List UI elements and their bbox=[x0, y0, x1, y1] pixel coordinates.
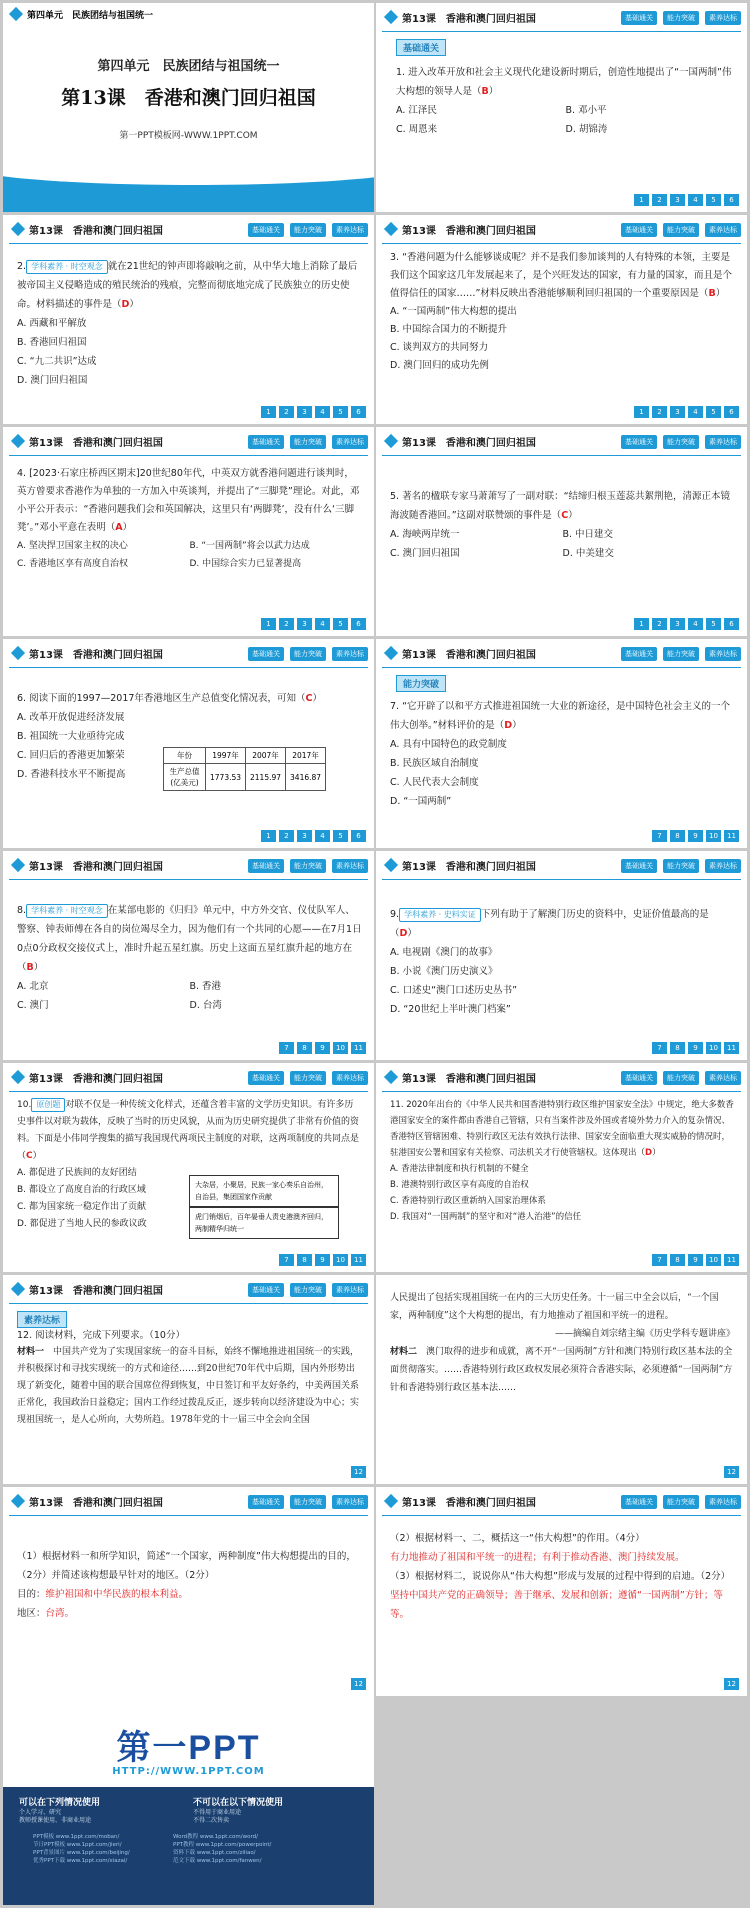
tab-basic[interactable]: 基础通关 bbox=[621, 1071, 657, 1085]
tab-literacy[interactable]: 素养达标 bbox=[705, 435, 741, 449]
pager bbox=[652, 830, 739, 842]
divider bbox=[9, 243, 368, 244]
page-link[interactable]: 5 bbox=[333, 830, 348, 842]
page-link[interactable]: 5 bbox=[706, 406, 721, 418]
tab-ability[interactable]: 能力突破 bbox=[663, 223, 699, 237]
cover-lesson-title: 第13课 香港和澳门回归祖国 bbox=[61, 87, 316, 109]
page-link[interactable]: 8 bbox=[670, 1254, 685, 1266]
page-link[interactable]: 12 bbox=[351, 1678, 366, 1690]
slide-q2 bbox=[3, 215, 374, 424]
tab-ability[interactable]: 能力突破 bbox=[663, 11, 699, 25]
can-item: 个人学习、研究 bbox=[19, 1809, 62, 1816]
logo-url: HTTP://WWW.1PPT.COM bbox=[112, 1766, 265, 1777]
material-1: 材料一 中国共产党为了实现国家统一的奋斗目标，始终不懈地推进祖国统一的实践，并积极探讨和寻找实现统一的方式和途径……到20世纪70年代中后期，国内外形势出现了新变化，随着中国的联合国席位得到恢复，中日签订和平友好条约，中美两国关系正常化，我国政治日益稳定；国内工作经过拨乱反正，逐步转向以经济建设为中心；实现祖国统一，是人心所向，大势所趋。1978年党的十一届三中全会向全国 bbox=[17, 1347, 360, 1425]
logo: 第一PPT bbox=[116, 1729, 261, 1767]
option[interactable]: C. 人民代表大会制度 bbox=[390, 777, 479, 788]
slide-q12-part1 bbox=[3, 1487, 374, 1696]
question-text: （1）根据材料一和所学知识，简述“一个国家，两种制度”伟大构想提出的目的，（2分）并简述该构想最早针对的地区。（2分） bbox=[17, 1551, 356, 1581]
option[interactable]: C. 都为国家统一稳定作出了贡献 bbox=[17, 1202, 147, 1212]
page-link[interactable]: 5 bbox=[333, 406, 348, 418]
page-link[interactable]: 3 bbox=[670, 618, 685, 630]
tab-basic[interactable]: 基础通关 bbox=[248, 1283, 284, 1297]
slide-header bbox=[3, 1487, 374, 1515]
answer: 地区：台湾。 bbox=[17, 1608, 75, 1619]
page-link[interactable]: 3 bbox=[670, 406, 685, 418]
tab-ability[interactable]: 能力突破 bbox=[290, 1283, 326, 1297]
page-link[interactable]: 2 bbox=[279, 830, 294, 842]
page-link[interactable]: 8 bbox=[297, 1254, 312, 1266]
tab-literacy[interactable]: 素养达标 bbox=[332, 859, 368, 873]
pager bbox=[652, 1042, 739, 1054]
pager bbox=[724, 1678, 739, 1690]
tab-ability[interactable]: 能力突破 bbox=[290, 1495, 326, 1509]
cannot-item: 不得二次售卖 bbox=[193, 1817, 230, 1824]
tab-literacy[interactable]: 素养达标 bbox=[705, 223, 741, 237]
divider bbox=[382, 879, 741, 880]
diamond-icon bbox=[11, 222, 25, 236]
can-item: 教师授课使用、非商业用途 bbox=[19, 1817, 92, 1824]
page-link[interactable]: 7 bbox=[652, 1254, 667, 1266]
page-link[interactable]: 9 bbox=[315, 1042, 330, 1054]
diamond-icon bbox=[9, 7, 23, 21]
header-title: 第13课 香港和澳门回归祖国 bbox=[402, 649, 536, 661]
header-title: 第13课 香港和澳门回归祖国 bbox=[29, 225, 163, 237]
option[interactable]: A. “一国两制”伟大构想的提出 bbox=[390, 306, 517, 317]
question-text: 1. 进入改革开放和社会主义现代化建设新时期后，创造性地提出了“一国两制”伟大构想的领导人是（B） bbox=[396, 67, 732, 97]
page-link[interactable]: 9 bbox=[315, 1254, 330, 1266]
slide-q7 bbox=[376, 639, 747, 848]
option[interactable]: D. 澳门回归祖国 bbox=[17, 375, 88, 386]
tab-ability[interactable]: 能力突破 bbox=[663, 859, 699, 873]
option[interactable]: A. 都促进了民族间的友好团结 bbox=[17, 1168, 137, 1178]
pager bbox=[261, 618, 366, 630]
header-title: 第13课 香港和澳门回归祖国 bbox=[29, 437, 163, 449]
option[interactable]: A. 北京 bbox=[17, 981, 49, 992]
promo-link[interactable]: 资料下载 www.1ppt.com/ziliao/ bbox=[173, 1850, 256, 1856]
diamond-icon bbox=[11, 1494, 25, 1508]
page-link[interactable]: 9 bbox=[688, 1042, 703, 1054]
tab-basic[interactable]: 基础通关 bbox=[621, 859, 657, 873]
page-link[interactable]: 4 bbox=[688, 406, 703, 418]
option[interactable]: C. 周恩来 bbox=[396, 124, 438, 135]
pager bbox=[724, 1466, 739, 1478]
diamond-icon bbox=[11, 434, 25, 448]
literacy-tag: 学科素养 · 时空观念 bbox=[26, 904, 108, 918]
option[interactable]: D. 我国对“一国两制”的坚守和对“港人治港”的信任 bbox=[390, 1212, 582, 1222]
question-text: 8. 学科素养 · 时空观念 在某部电影的《归归》单元中，中方外交官、仪仗队军人、警察、钟表师傅在各自的岗位竭尽全力，因为他们有一个共同的心愿——在7月1日0点0分政权交接仪式上，准时升起五星红旗。历史上这面五星红旗升起的地方在（B） bbox=[17, 905, 362, 973]
option[interactable]: D. 中美建交 bbox=[562, 548, 614, 559]
section-badge: 基础通关 bbox=[396, 39, 446, 56]
material-1-cont: 人民提出了包括实现祖国统一在内的三大历史任务。十一届三中全会以后，“一个国家，两种制度”这个大构想的提出，有力地推动了祖国和平统一的进程。 bbox=[390, 1293, 719, 1321]
header-title: 第13课 香港和澳门回归祖国 bbox=[402, 437, 536, 449]
tab-basic[interactable]: 基础通关 bbox=[621, 435, 657, 449]
page-link[interactable]: 6 bbox=[724, 406, 739, 418]
option[interactable]: B. “一国两制”将会以武力达成 bbox=[189, 541, 310, 551]
promo-link[interactable]: PPT教程 www.1ppt.com/powerpoint/ bbox=[173, 1842, 272, 1848]
tab-literacy[interactable]: 素养达标 bbox=[705, 1071, 741, 1085]
diamond-icon bbox=[384, 646, 398, 660]
answer: 有力地推动了祖国和平统一的进程；有利于推动香港、澳门持续发展。 bbox=[390, 1552, 685, 1563]
slide-q12-part2 bbox=[376, 1487, 747, 1696]
pager bbox=[634, 618, 739, 630]
promo-link[interactable]: 优秀PPT下载 www.1ppt.com/xiazai/ bbox=[33, 1858, 128, 1864]
page-link[interactable]: 4 bbox=[315, 830, 330, 842]
slide-q6 bbox=[3, 639, 374, 848]
pager bbox=[351, 1678, 366, 1690]
option[interactable]: B. 都设立了高度自治的行政区域 bbox=[17, 1185, 146, 1195]
question-text: 12. 阅读材料，完成下列要求。（10分） bbox=[17, 1330, 185, 1341]
cover-unit: 第四单元 民族团结与祖国统一 bbox=[27, 10, 154, 21]
diamond-icon bbox=[384, 1070, 398, 1084]
divider bbox=[9, 667, 368, 668]
page-link[interactable]: 2 bbox=[652, 194, 667, 206]
header-title: 第13课 香港和澳门回归祖国 bbox=[402, 225, 536, 237]
diamond-icon bbox=[11, 1282, 25, 1296]
material-2: 材料二 澳门取得的进步和成就，离不开“一国两制”方针和澳门特别行政区基本法的全面贯彻落实。……香港特别行政区政权发展必须符合香港实际，必须遵循“一国两制”方针和香港特别行政区基本法…… bbox=[390, 1347, 733, 1393]
option[interactable]: C. “九二共识”达成 bbox=[17, 356, 97, 367]
wave-shape bbox=[3, 145, 374, 185]
page-link[interactable]: 7 bbox=[652, 830, 667, 842]
pager bbox=[652, 1254, 739, 1266]
tab-ability[interactable]: 能力突破 bbox=[290, 435, 326, 449]
option[interactable]: B. 中国综合国力的不断提升 bbox=[390, 324, 508, 335]
cover-slide bbox=[3, 3, 374, 212]
option[interactable]: A. 坚决捍卫国家主权的决心 bbox=[17, 541, 128, 551]
section-badge: 能力突破 bbox=[396, 675, 446, 692]
promo-link[interactable]: 节日PPT模板 www.1ppt.com/jieri/ bbox=[33, 1842, 122, 1848]
option[interactable]: A. 西藏和平解放 bbox=[17, 318, 87, 329]
tab-literacy[interactable]: 素养达标 bbox=[705, 1495, 741, 1509]
option[interactable]: B. 港澳特别行政区享有高度的自治权 bbox=[390, 1180, 529, 1190]
tab-literacy[interactable]: 素养达标 bbox=[332, 1495, 368, 1509]
header-title: 第13课 香港和澳门回归祖国 bbox=[402, 861, 536, 873]
info-panel bbox=[3, 1787, 374, 1905]
tab-basic[interactable]: 基础通关 bbox=[248, 1071, 284, 1085]
diamond-icon bbox=[384, 1494, 398, 1508]
page-link[interactable]: 6 bbox=[351, 830, 366, 842]
page-link[interactable]: 11 bbox=[724, 1254, 739, 1266]
gdp-table: 年份 1997年 2007年 2017年 生产总值(亿美元) 1773.53 2115.97 3416.87 bbox=[163, 747, 326, 791]
tab-basic[interactable]: 基础通关 bbox=[248, 435, 284, 449]
slide-header bbox=[376, 3, 747, 31]
tab-basic[interactable]: 基础通关 bbox=[621, 1495, 657, 1509]
divider bbox=[9, 1303, 368, 1304]
page-link[interactable]: 7 bbox=[652, 1042, 667, 1054]
header-title: 第13课 香港和澳门回归祖国 bbox=[402, 13, 536, 25]
tab-literacy[interactable]: 素养达标 bbox=[332, 223, 368, 237]
pager bbox=[261, 406, 366, 418]
option[interactable]: B. 小说《澳门历史演义》 bbox=[390, 966, 498, 977]
slide-header bbox=[3, 639, 374, 667]
can-title: 可以在下列情况使用 bbox=[19, 1798, 101, 1808]
option[interactable]: B. 香港 bbox=[189, 981, 222, 992]
header-title: 第13课 香港和澳门回归祖国 bbox=[402, 1073, 536, 1085]
page-link[interactable]: 3 bbox=[297, 618, 312, 630]
page-link[interactable]: 11 bbox=[351, 1042, 366, 1054]
slide-header bbox=[3, 427, 374, 455]
promo-link[interactable]: Word教程 www.1ppt.com/word/ bbox=[173, 1834, 258, 1840]
couplet-1: 大杂居，小聚居，民族一家心奏乐自治州，自治县，集团国家作贡献 bbox=[189, 1175, 339, 1207]
option[interactable]: C. 澳门回归祖国 bbox=[390, 548, 460, 559]
option[interactable]: D. “20世纪上半叶澳门档案” bbox=[390, 1004, 511, 1015]
option[interactable]: D. 中国综合实力已显著提高 bbox=[189, 559, 302, 569]
cannot-item: 不得用于商业用途 bbox=[193, 1809, 242, 1816]
tab-ability[interactable]: 能力突破 bbox=[290, 647, 326, 661]
literacy-tag: 学科素养 · 时空观念 bbox=[26, 260, 108, 274]
slide-header bbox=[376, 215, 747, 243]
divider bbox=[382, 1091, 741, 1092]
header-title: 第13课 香港和澳门回归祖国 bbox=[29, 1497, 163, 1509]
tab-basic[interactable]: 基础通关 bbox=[248, 223, 284, 237]
page-link[interactable]: 10 bbox=[706, 830, 721, 842]
slide-q12-material2 bbox=[376, 1275, 747, 1484]
page-link[interactable]: 6 bbox=[724, 618, 739, 630]
page-link[interactable]: 8 bbox=[670, 830, 685, 842]
page-link[interactable]: 2 bbox=[279, 406, 294, 418]
cover-unit-bar bbox=[3, 3, 374, 25]
option[interactable]: B. 民族区域自治制度 bbox=[390, 758, 479, 769]
tab-literacy[interactable]: 素养达标 bbox=[705, 859, 741, 873]
option[interactable]: D. “一国两制” bbox=[390, 796, 452, 807]
question-text: 9. 学科素养 · 史料实证 下列有助于了解澳门历史的资料中，史证价值最高的是（D） bbox=[390, 909, 709, 939]
slide-q10 bbox=[3, 1063, 374, 1272]
tab-ability[interactable]: 能力突破 bbox=[663, 1071, 699, 1085]
page-link[interactable]: 1 bbox=[634, 194, 649, 206]
page-link[interactable]: 2 bbox=[279, 618, 294, 630]
question-text: 5. 著名的楹联专家马萧萧写了一副对联：“结缔归根玉莲蕊共絮荆艳，清源正本镜海波随香港回。”这副对联赞颂的事件是（C） bbox=[390, 491, 731, 521]
page-link[interactable]: 8 bbox=[297, 1042, 312, 1054]
tab-basic[interactable]: 基础通关 bbox=[248, 647, 284, 661]
pager bbox=[279, 1254, 366, 1266]
couplet-2: 虎门销烟后，百年晏垂人责史港澳齐回归，两制精华归统一 bbox=[189, 1207, 339, 1239]
page-link[interactable]: 3 bbox=[297, 406, 312, 418]
tab-ability[interactable]: 能力突破 bbox=[290, 859, 326, 873]
question-text: 3. “香港问题为什么能够谈成呢？并不是我们参加谈判的人有特殊的本领，主要是我们这个国家这几年发展起来了，是个兴旺发达的国家，有力量的国家，而且是个值得信任的国家……”材料反映出香港能够顺利回归祖国的一个重要原因是（B） bbox=[390, 252, 733, 299]
option[interactable]: B. 祖国统一大业亟待完成 bbox=[17, 731, 125, 742]
slide-header bbox=[376, 1063, 747, 1091]
header-title: 第13课 香港和澳门回归祖国 bbox=[29, 861, 163, 873]
option[interactable]: C. 谈判双方的共同努力 bbox=[390, 342, 489, 353]
tab-literacy[interactable]: 素养达标 bbox=[332, 435, 368, 449]
diamond-icon bbox=[384, 10, 398, 24]
header-title: 第13课 香港和澳门回归祖国 bbox=[29, 1285, 163, 1297]
slide-q8 bbox=[3, 851, 374, 1060]
question-text: 10. 原创题 对联不仅是一种传统文化样式，还蕴含着丰富的文学历史知识。有许多历史事件以对联为载体，反映了当时的历史风貌，从而为历史研究提供了非常有价值的资料。下面是小伟同学搜集的描写我国现代两项民主制度的对联，这两项制度的共同点是（C） bbox=[17, 1100, 360, 1161]
page-link[interactable]: 9 bbox=[688, 1254, 703, 1266]
page-link[interactable]: 11 bbox=[351, 1254, 366, 1266]
option[interactable]: C. 香港特别行政区重新纳入国家治理体系 bbox=[390, 1196, 546, 1206]
option[interactable]: A. 电视剧《澳门的故事》 bbox=[390, 947, 498, 958]
page-link[interactable]: 7 bbox=[279, 1042, 294, 1054]
slide-q11 bbox=[376, 1063, 747, 1272]
answer: 目的：维护祖国和中华民族的根本利益。 bbox=[17, 1589, 189, 1600]
option[interactable]: D. 澳门回归的成功先例 bbox=[390, 360, 489, 371]
slide-q5 bbox=[376, 427, 747, 636]
option[interactable]: C. 回归后的香港更加繁荣 bbox=[17, 750, 125, 761]
slide-q1 bbox=[376, 3, 747, 212]
page-link[interactable]: 4 bbox=[315, 406, 330, 418]
literacy-tag: 学科素养 · 史料实证 bbox=[399, 908, 481, 922]
divider bbox=[9, 455, 368, 456]
page-link[interactable]: 11 bbox=[724, 830, 739, 842]
page-link[interactable]: 10 bbox=[706, 1254, 721, 1266]
page-link[interactable]: 1 bbox=[261, 406, 276, 418]
header-title: 第13课 香港和澳门回归祖国 bbox=[29, 1073, 163, 1085]
pager bbox=[279, 1042, 366, 1054]
divider bbox=[9, 1091, 368, 1092]
option[interactable]: B. 中日建交 bbox=[562, 529, 614, 540]
page-link[interactable]: 6 bbox=[351, 618, 366, 630]
option[interactable]: C. 香港地区享有高度自治权 bbox=[17, 559, 129, 569]
slide-header bbox=[3, 1063, 374, 1091]
page-link[interactable]: 1 bbox=[261, 830, 276, 842]
option[interactable]: B. 邓小平 bbox=[565, 105, 607, 116]
page-link[interactable]: 5 bbox=[706, 618, 721, 630]
divider bbox=[9, 1515, 368, 1516]
slide-header bbox=[376, 639, 747, 667]
page-link[interactable]: 10 bbox=[333, 1254, 348, 1266]
page-link[interactable]: 6 bbox=[351, 406, 366, 418]
option[interactable]: D. 香港科技水平不断提高 bbox=[17, 769, 126, 780]
tab-basic[interactable]: 基础通关 bbox=[621, 11, 657, 25]
page-link[interactable]: 7 bbox=[279, 1254, 294, 1266]
option[interactable]: A. 江泽民 bbox=[396, 105, 437, 116]
diamond-icon bbox=[384, 434, 398, 448]
tab-basic[interactable]: 基础通关 bbox=[621, 223, 657, 237]
pager bbox=[351, 1466, 366, 1478]
slide-header bbox=[3, 215, 374, 243]
slide-q9 bbox=[376, 851, 747, 1060]
slide-q12-material1 bbox=[3, 1275, 374, 1484]
page-link[interactable]: 2 bbox=[652, 618, 667, 630]
question-text: 4. [2023·石家庄桥西区期末]20世纪80年代，中英双方就香港问题进行谈判时，英方曾要求香港作为单独的一方加入中英谈判，并提出了“三脚凳”理论。对此，邓小平公开表示：“香港问题我们会和英国解决，这里只有‘两脚凳’，没有什么‘三脚凳’。”邓小平意在表明（A） bbox=[17, 468, 360, 533]
option[interactable]: A. 香港法律制度和执行机制的不健全 bbox=[390, 1164, 529, 1174]
divider bbox=[9, 879, 368, 880]
page-link[interactable]: 12 bbox=[724, 1466, 739, 1478]
diamond-icon bbox=[11, 1070, 25, 1084]
cannot-title: 不可以在以下情况使用 bbox=[193, 1798, 284, 1808]
pager bbox=[261, 830, 366, 842]
divider bbox=[382, 31, 741, 32]
slide-header bbox=[376, 427, 747, 455]
tab-ability[interactable]: 能力突破 bbox=[290, 223, 326, 237]
tab-basic[interactable]: 基础通关 bbox=[248, 1495, 284, 1509]
section-badge: 素养达标 bbox=[17, 1311, 67, 1328]
tab-literacy[interactable]: 素养达标 bbox=[332, 647, 368, 661]
divider bbox=[382, 243, 741, 244]
pager bbox=[634, 194, 739, 206]
answer: 坚持中国共产党的正确领导；善于继承、发展和创新；遵循“一国两制”方针；等等。 bbox=[390, 1590, 723, 1620]
page-link[interactable]: 6 bbox=[724, 194, 739, 206]
divider bbox=[382, 1515, 741, 1516]
promo-link[interactable]: 范文下载 www.1ppt.com/fanwen/ bbox=[173, 1858, 262, 1864]
header-title: 第13课 香港和澳门回归祖国 bbox=[29, 649, 163, 661]
option[interactable]: D. 都促进了当地人民的参政议政 bbox=[17, 1219, 147, 1229]
diamond-icon bbox=[384, 222, 398, 236]
option[interactable]: A. 海峡两岸统一 bbox=[390, 529, 460, 540]
page-link[interactable]: 5 bbox=[333, 618, 348, 630]
tab-ability[interactable]: 能力突破 bbox=[663, 1495, 699, 1509]
promo-link[interactable]: PPT模板 www.1ppt.com/moban/ bbox=[33, 1834, 120, 1840]
page-link[interactable]: 12 bbox=[351, 1466, 366, 1478]
tab-literacy[interactable]: 素养达标 bbox=[332, 1283, 368, 1297]
option[interactable]: A. 改革开放促进经济发展 bbox=[17, 712, 125, 723]
pager bbox=[634, 406, 739, 418]
question-text: 7. “它开辟了以和平方式推进祖国统一大业的新途径，是中国特色社会主义的一个伟大创举。”材料评价的是（D） bbox=[390, 701, 731, 731]
question-text: 2. 学科素养 · 时空观念 就在21世纪的钟声即将敲响之前，从中华大地上消除了最后被帝国主义侵略造成的殖民统治的残痕，完整而彻底地完成了民族独立的历史使命。材料描述的事件是（D） bbox=[17, 261, 358, 310]
diamond-icon bbox=[11, 646, 25, 660]
option[interactable]: D. 台湾 bbox=[189, 1000, 222, 1011]
page-link[interactable]: 9 bbox=[688, 830, 703, 842]
page-link[interactable]: 1 bbox=[634, 406, 649, 418]
tab-literacy[interactable]: 素养达标 bbox=[705, 647, 741, 661]
divider bbox=[382, 455, 741, 456]
literacy-tag: 原创题 bbox=[31, 1098, 65, 1112]
question-text: （3）根据材料二，说说你从“伟大构想”形成与发展的过程中得到的启迪。（2分） bbox=[390, 1571, 731, 1582]
slide-header bbox=[376, 1487, 747, 1515]
option[interactable]: D. 胡锦涛 bbox=[565, 124, 608, 135]
question-text: 6. 阅读下面的1997—2017年香港地区生产总值变化情况表，可知（C） bbox=[17, 693, 322, 704]
page-link[interactable]: 4 bbox=[315, 618, 330, 630]
promo-slide bbox=[3, 1692, 374, 1905]
page-link[interactable]: 10 bbox=[706, 1042, 721, 1054]
tab-ability[interactable]: 能力突破 bbox=[663, 435, 699, 449]
page-link[interactable]: 11 bbox=[724, 1042, 739, 1054]
slide-q4 bbox=[3, 427, 374, 636]
slide-header bbox=[3, 851, 374, 879]
page-link[interactable]: 8 bbox=[670, 1042, 685, 1054]
diamond-icon bbox=[384, 858, 398, 872]
header-title: 第13课 香港和澳门回归祖国 bbox=[402, 1497, 536, 1509]
tab-literacy[interactable]: 素养达标 bbox=[705, 11, 741, 25]
slide-header bbox=[376, 851, 747, 879]
page-link[interactable]: 10 bbox=[333, 1042, 348, 1054]
option[interactable]: A. 具有中国特色的政党制度 bbox=[390, 739, 507, 750]
page-link[interactable]: 4 bbox=[688, 618, 703, 630]
page-link[interactable]: 12 bbox=[724, 1678, 739, 1690]
cover-site: 第一PPT模板网-WWW.1PPT.COM bbox=[119, 131, 258, 141]
divider bbox=[382, 667, 741, 668]
page-link[interactable]: 1 bbox=[261, 618, 276, 630]
diamond-icon bbox=[11, 858, 25, 872]
option[interactable]: C. 口述史“澳门口述历史丛书” bbox=[390, 985, 518, 996]
cover-unit-title: 第四单元 民族团结与祖国统一 bbox=[97, 59, 280, 74]
tab-ability[interactable]: 能力突破 bbox=[663, 647, 699, 661]
material-source: ——摘编自刘宗绪主编《历史学科专题讲座》 bbox=[554, 1329, 735, 1339]
question-text: （2）根据材料一、二，概括这一“伟大构想”的作用。（4分） bbox=[390, 1533, 645, 1544]
page-link[interactable]: 5 bbox=[706, 194, 721, 206]
option[interactable]: B. 香港回归祖国 bbox=[17, 337, 87, 348]
option[interactable]: C. 澳门 bbox=[17, 1000, 49, 1011]
tab-literacy[interactable]: 素养达标 bbox=[332, 1071, 368, 1085]
page-link[interactable]: 3 bbox=[297, 830, 312, 842]
page-link[interactable]: 4 bbox=[688, 194, 703, 206]
page-link[interactable]: 2 bbox=[652, 406, 667, 418]
tab-basic[interactable]: 基础通关 bbox=[248, 859, 284, 873]
slide-header bbox=[3, 1275, 374, 1303]
promo-link[interactable]: PPT背景图片 www.1ppt.com/beijing/ bbox=[33, 1850, 130, 1856]
slide-q3 bbox=[376, 215, 747, 424]
tab-ability[interactable]: 能力突破 bbox=[290, 1071, 326, 1085]
page-link[interactable]: 3 bbox=[670, 194, 685, 206]
tab-basic[interactable]: 基础通关 bbox=[621, 647, 657, 661]
page-link[interactable]: 1 bbox=[634, 618, 649, 630]
question-text: 11. 2020年出台的《中华人民共和国香港特别行政区维护国家安全法》中规定，绝大多数香港国家安全的案件都由香港自己管辖，只有当案件涉及外国或者境外势力介入的复杂情况、香港特区管辖困难、特别行政区无法有效执行法律、国家安全面临重大现实威胁的情况时，驻港国安公署和国家有关检察、司法机关才行使管辖权。这体现出（D） bbox=[390, 1100, 734, 1158]
